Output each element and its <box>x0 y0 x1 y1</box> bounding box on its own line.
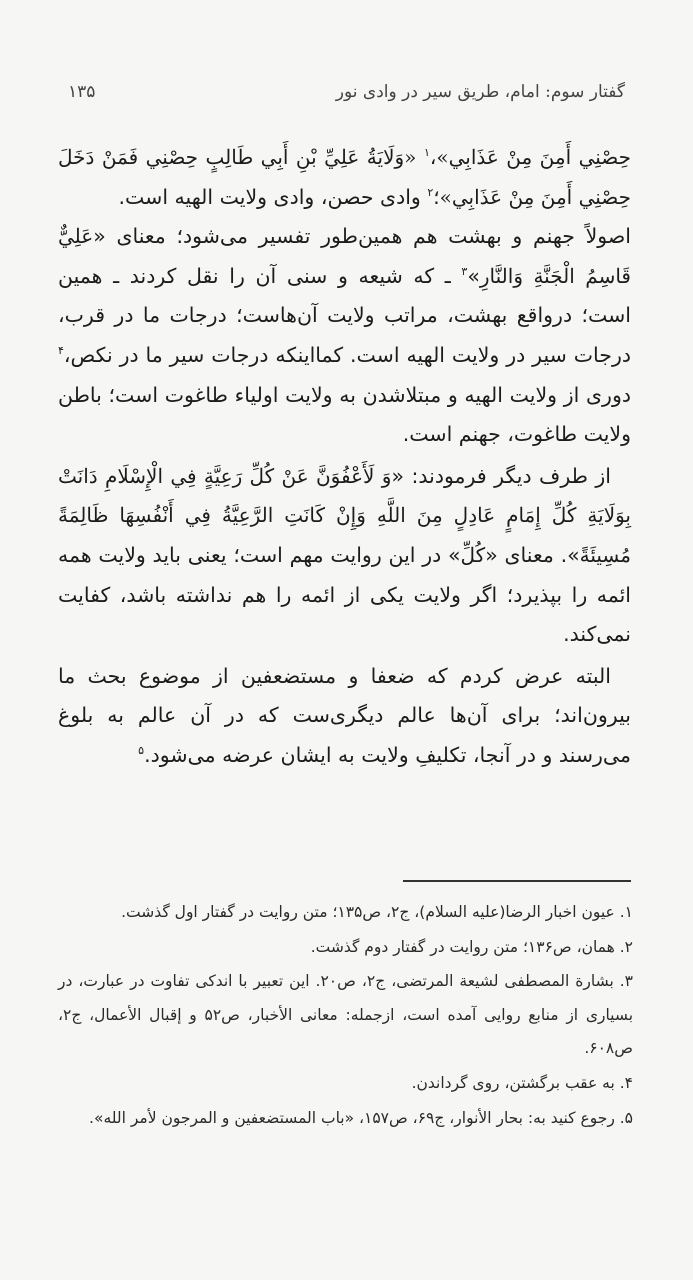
paragraph-text: ـ که شیعه و سنی آن را نقل کردند ـ همین است؛ درواقع بهشت، مراتب ولایت آن‌هاست؛ درجات ما در قرب، درجات سیر در ولایت الهیه است. کمااینکه درجات سیر ما در نکص، <box>58 263 631 367</box>
page-number: ۱۳۵ <box>68 82 96 102</box>
footnote-3: ۳. بشارة المصطفی لشیعة المرتضی، ج۲، ص۲۰. این تعبیر با اندکی تفاوت در عبارت، در بسیاری از منابع روایی آمده است، ازجمله: معانی الأخبار، ص۵۲ و إقبال الأعمال، ج۲، ص۶۰۸. <box>58 972 634 1058</box>
quote-text: عَلِيٌّ قَاسِمُ الْجَنَّةِ وَالنَّارِ <box>58 224 631 288</box>
paragraph-text: البته عرض کردم که ضعفا و مستضعفین از موضوع بحث ما بیرون‌اند؛ برای آن‌ها عالم دیگری‌ست که در آن عالم به بلوغ می‌رسند و در آنجا، تکلیفِ ولایت به ایشان عرضه می‌شود. <box>58 663 631 767</box>
footnote-ref: ۱ <box>424 146 430 160</box>
footnote-ref: ۵ <box>138 744 145 758</box>
footnote-divider <box>403 880 631 882</box>
footnote-5: ۵. رجوع کنید به: بحار الأنوار، ج۶۹، ص۱۵۷، «باب المستضعفین و المرجون لأمر الله». <box>89 1108 633 1127</box>
paragraph-1 <box>58 138 631 217</box>
paragraph-text: » در این روایت مهم است؛ یعنی باید ولایت همه ائمه را بپذیرد؛ اگر ولایت یکی از ائمه را هم نداشته باشد، کفایت نمی‌کند. <box>58 542 631 647</box>
quote-text: وَ لَأَعْفُوَنَّ عَنْ كُلِّ رَعِيَّةٍ فِي الْإِسْلَامِ دَانَتْ بِوَلَايَةِ كُلِّ إِمَامٍ عَادِلٍ مِنَ اللَّهِ وَإِنْ كَانَتِ الرَّعِيَّةُ فِي أَنْفُسِهَا ظَالِمَةً مُسِيئَةً <box>58 463 631 567</box>
chapter-title: گفتار سوم: امام، طریق سیر در وادی نور <box>335 82 625 102</box>
paragraph-text: » <box>467 263 480 288</box>
quote-text: «وَلَايَةُ عَلِيِّ بْنِ أَبِي طَالِبٍ حِصْنِي فَمَنْ دَخَلَ حِصْنِي أَمِنَ مِنْ عَذَابِي»؛ <box>58 145 631 209</box>
paragraph-text: اصولاً جهنم و بهشت هم همین‌طور تفسیر می‌شود؛ معنای « <box>93 224 631 249</box>
footnote-ref: ۳ <box>461 264 468 278</box>
footnote-ref: ۴ <box>58 344 64 358</box>
footnote-ref: ۲ <box>427 185 434 199</box>
paragraph-text: وادی حصن، وادی ولایت الهیه است. <box>118 184 421 209</box>
running-head <box>60 80 633 110</box>
quote-text: كُلِّ <box>460 542 486 567</box>
footnote-2: ۲. همان، ص۱۳۶؛ متن روایت در گفتار دوم گذشت. <box>310 937 633 956</box>
main-text <box>58 138 631 776</box>
footnote-1: ۱. عیون اخبار الرضا(علیه السلام)، ج۲، ص۱۳۵؛ متن روایت در گفتار اول گذشت. <box>121 903 633 921</box>
footnote-4: ۴. به عقب برگشتن، روی گرداندن. <box>411 1073 633 1092</box>
paragraph-text: از طرف دیگر فرمودند: « <box>391 463 612 488</box>
paragraph-text: ». معنای « <box>485 542 580 567</box>
paragraph-4 <box>58 657 631 776</box>
paragraph-3 <box>58 457 631 655</box>
quote-text: حِصْنِي أَمِنَ مِنْ عَذَابِي»، <box>429 145 631 169</box>
paragraph-2 <box>58 217 631 455</box>
paragraph-text: دوری از ولایت الهیه و مبتلاشدن به ولایت اولیاء طاغوت است؛ باطن ولایت طاغوت، جهنم است. <box>58 382 631 447</box>
footnotes <box>58 896 633 1136</box>
